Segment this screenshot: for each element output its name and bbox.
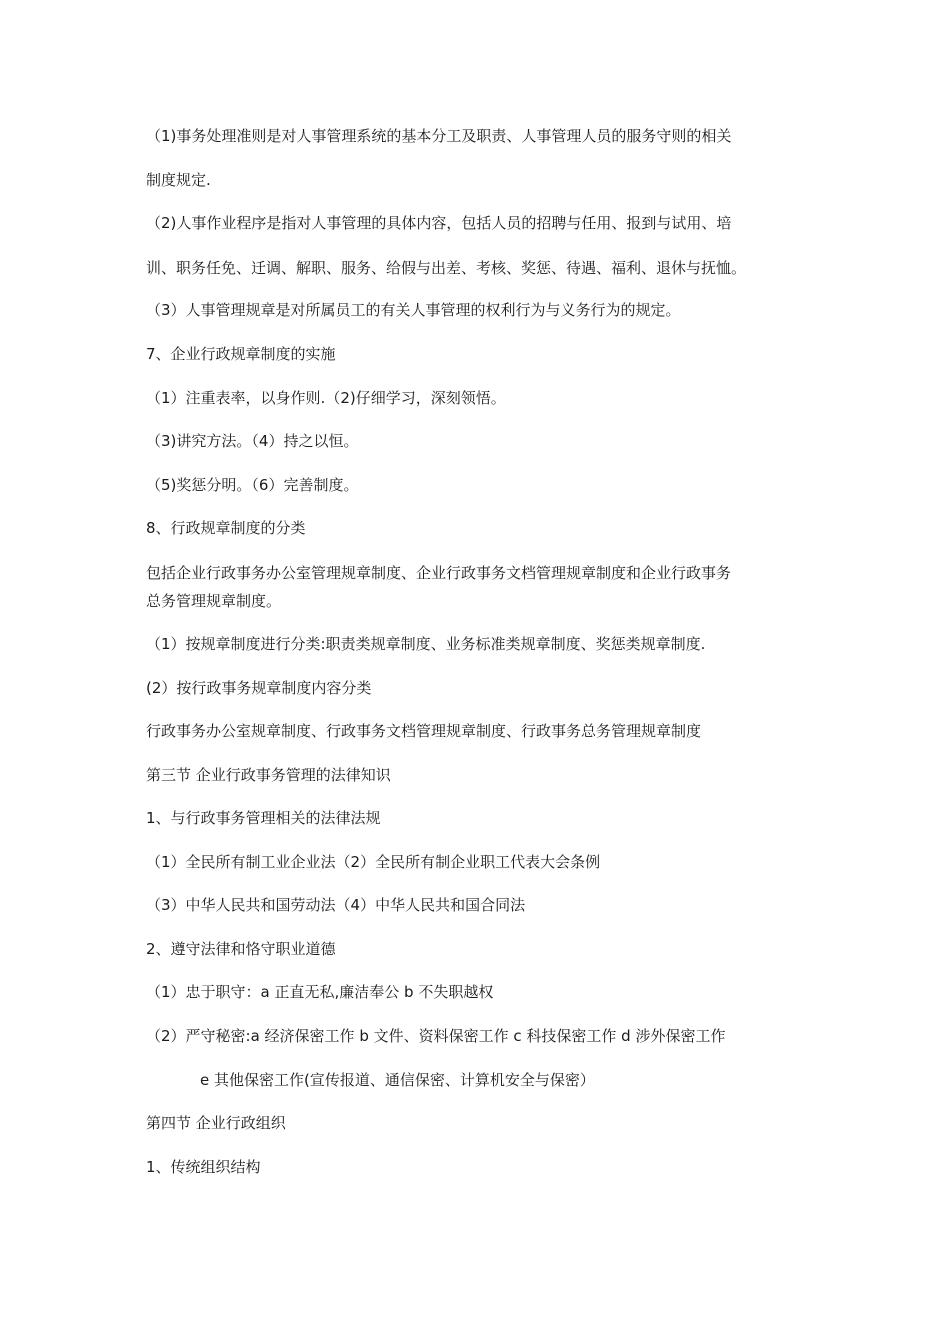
section-heading: 1、传统组织结构: [146, 1158, 261, 1176]
text-line: （1）全民所有制工业企业法（2）全民所有制企业职工代表大会条例: [146, 853, 601, 871]
section-heading: 第四节 企业行政组织: [146, 1114, 286, 1132]
text-line: （1）按规章制度进行分类:职责类规章制度、业务标准类规章制度、奖惩类规章制度.: [146, 635, 706, 653]
section-heading: 7、企业行政规章制度的实施: [146, 345, 336, 363]
section-heading: 第三节 企业行政事务管理的法律知识: [146, 766, 391, 784]
section-heading: 1、与行政事务管理相关的法律法规: [146, 809, 381, 827]
section-heading: 8、行政规章制度的分类: [146, 519, 306, 537]
text-line: 总务管理规章制度。: [146, 592, 282, 610]
text-line: (2）按行政事务规章制度内容分类: [146, 679, 372, 697]
section-heading: 2、遵守法律和恪守职业道德: [146, 940, 336, 958]
text-line: （3)讲究方法。（4）持之以恒。: [146, 432, 359, 450]
text-line: （3）中华人民共和国劳动法（4）中华人民共和国合同法: [146, 896, 526, 914]
text-line: （1）注重表率，以身作则.（2)仔细学习，深刻领悟。: [146, 389, 506, 407]
text-line: （2)人事作业程序是指对人事管理的具体内容，包括人员的招聘与任用、报到与试用、培: [146, 214, 732, 232]
text-line: 行政事务办公室规章制度、行政事务文档管理规章制度、行政事务总务管理规章制度: [146, 722, 702, 740]
text-line: 训、职务任免、迁调、解职、服务、给假与出差、考核、奖惩、待遇、福利、退休与抚恤。: [146, 259, 747, 277]
text-line: 包括企业行政事务办公室管理规章制度、企业行政事务文档管理规章制度和企业行政事务: [146, 564, 732, 582]
text-line: （2）严守秘密:a 经济保密工作 b 文件、资料保密工作 c 科技保密工作 d 涉外保密工作: [146, 1027, 726, 1045]
text-line: e 其他保密工作(宣传报道、通信保密、计算机安全与保密）: [200, 1071, 595, 1089]
text-line: （1）忠于职守：a 正直无私,廉洁奉公 b 不失职越权: [146, 983, 494, 1001]
text-line: （1)事务处理准则是对人事管理系统的基本分工及职责、人事管理人员的服务守则的相关: [146, 127, 732, 145]
text-line: （3）人事管理规章是对所属员工的有关人事管理的权利行为与义务行为的规定。: [146, 301, 681, 319]
text-line: （5)奖惩分明。（6）完善制度。: [146, 476, 359, 494]
text-line: 制度规定.: [146, 171, 211, 189]
